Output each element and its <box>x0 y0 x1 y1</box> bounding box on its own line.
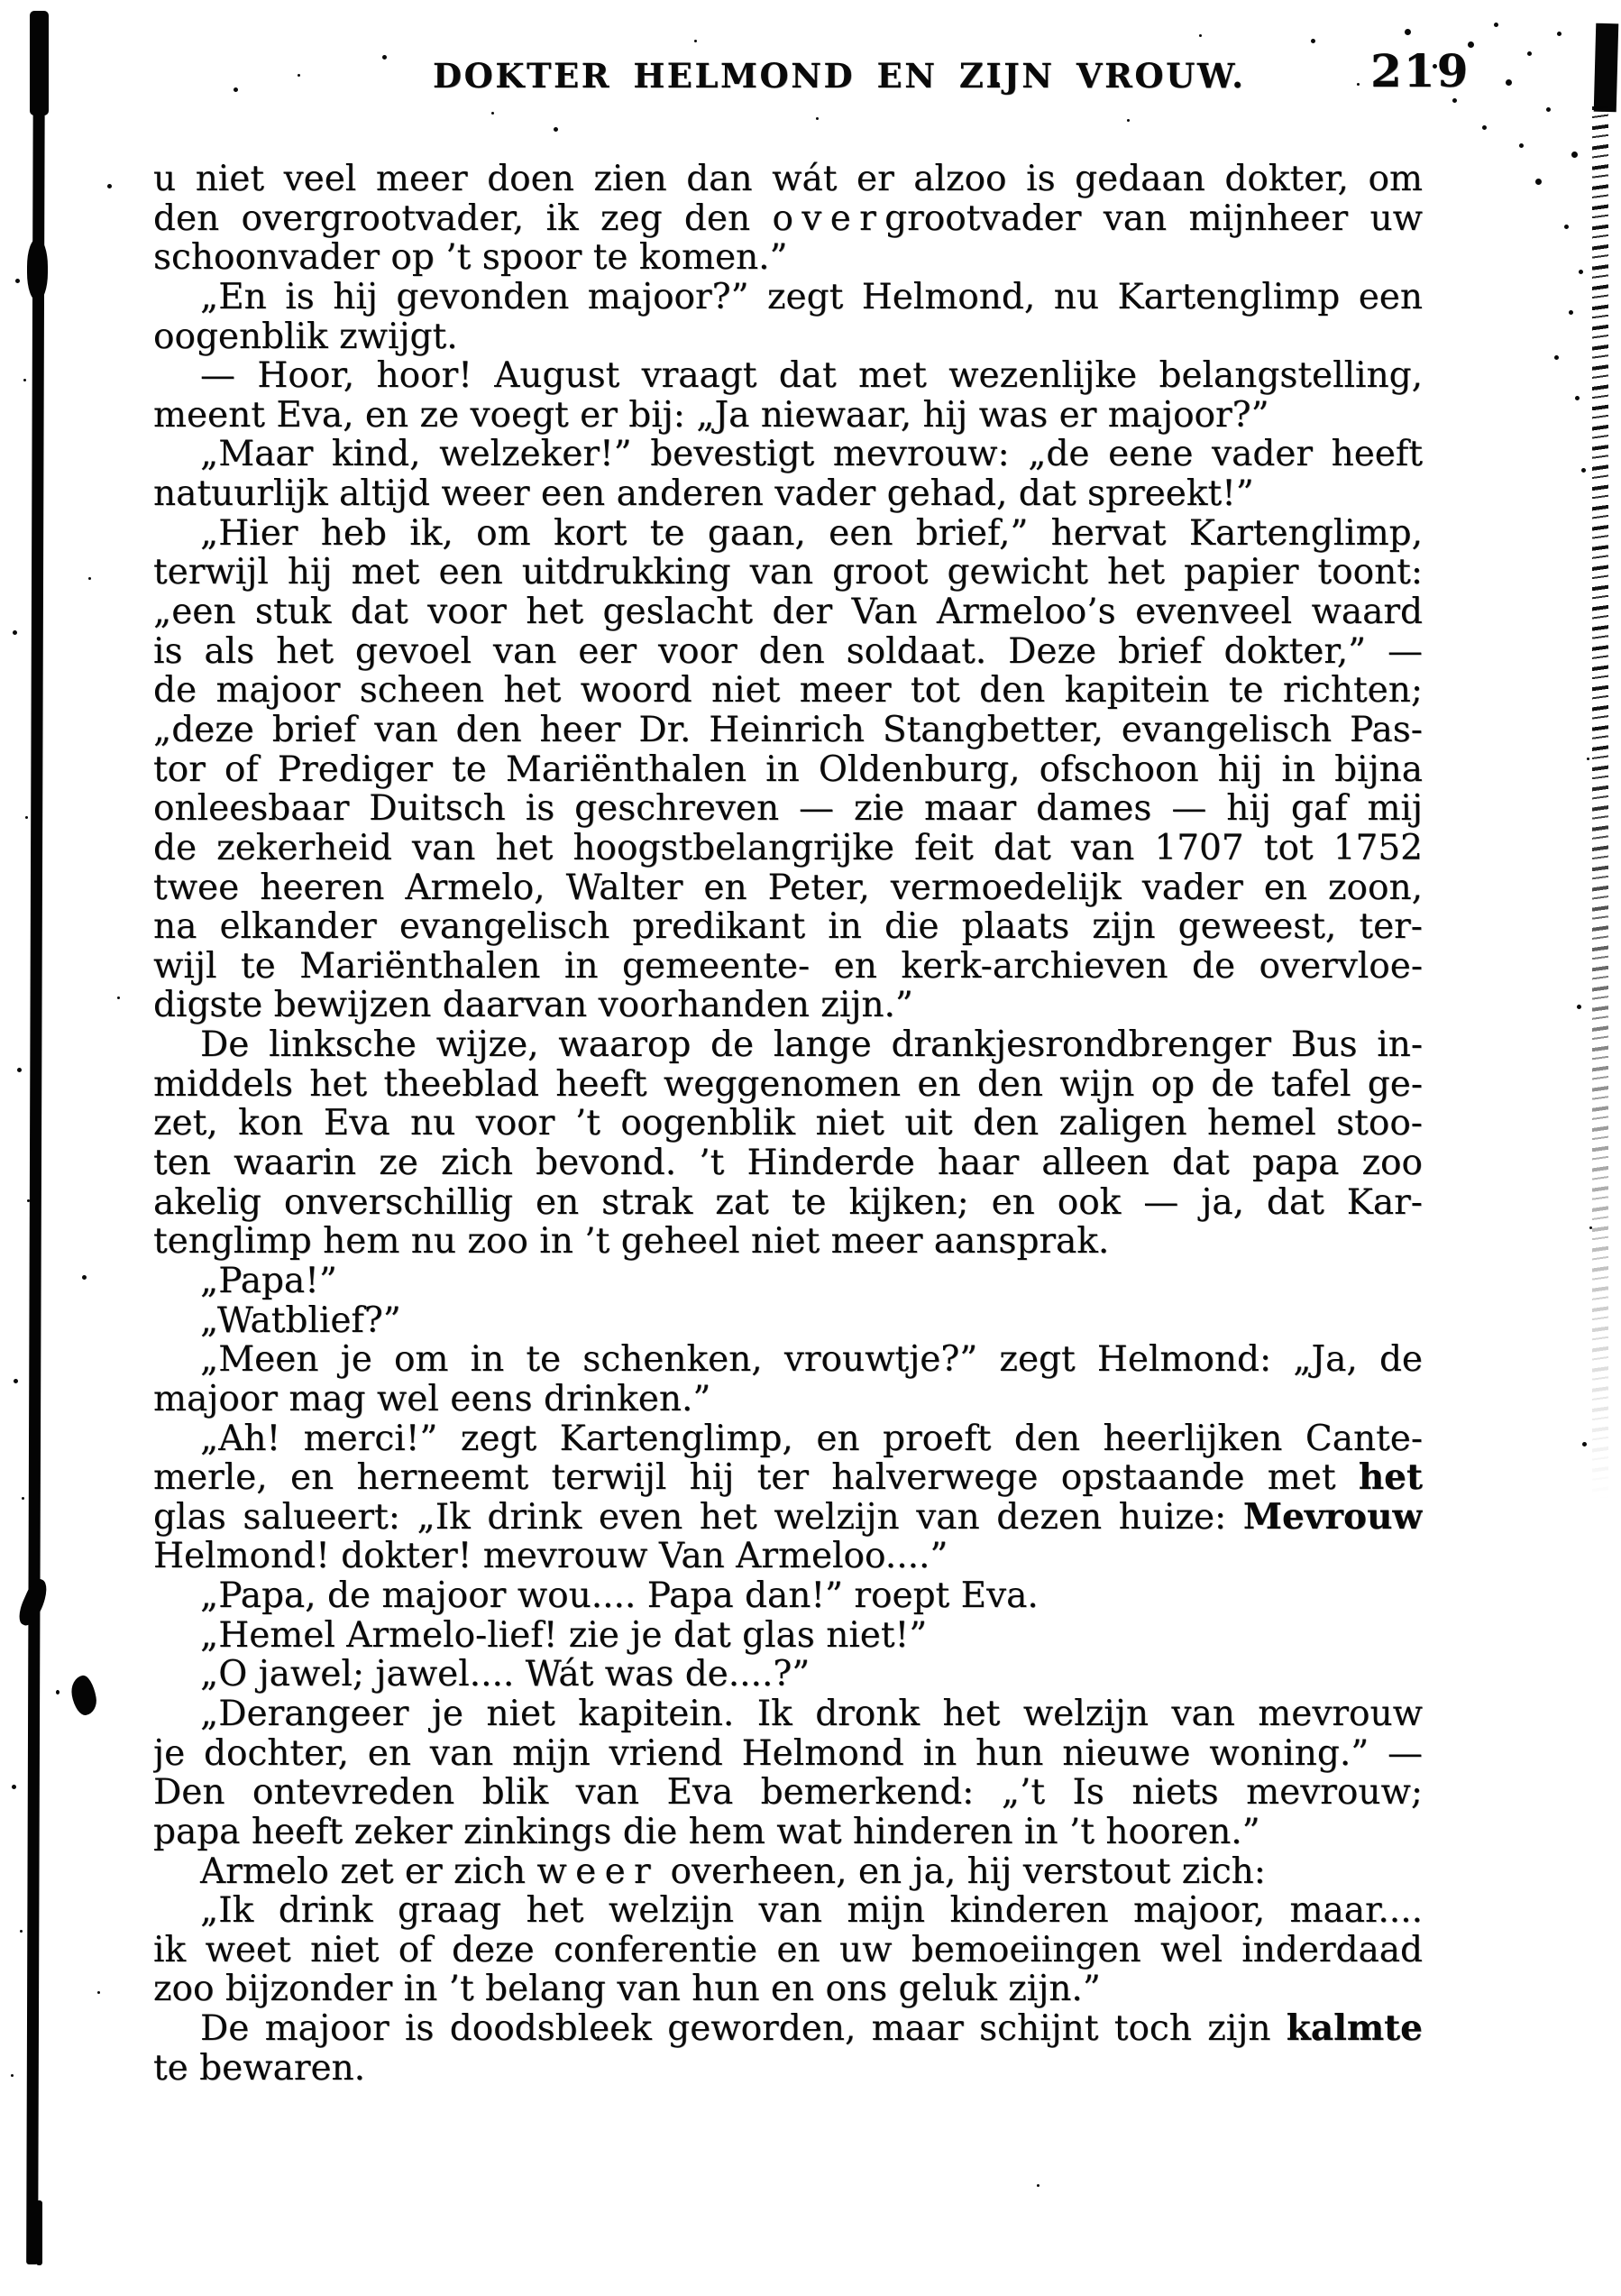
text-line <box>153 1380 1423 1419</box>
text-line <box>153 1694 1423 1734</box>
text-line <box>153 553 1423 592</box>
text-segment: je dochter, en van mijn vriend Helmond in hun nieuwe woning.” — <box>153 1733 1423 1774</box>
text-segment: akelig onverschillig en strak zat te kijken; en ook — ja, dat Kar- <box>153 1182 1423 1223</box>
text-segment: is als het gevoel van eer voor den soldaat. Deze brief dokter,” — <box>153 631 1423 672</box>
text-segment: ten waarin ze zich bevond. ’t Hinderde haar alleen dat papa zoo <box>153 1143 1423 1183</box>
text-line <box>153 789 1423 829</box>
text-segment: te bewaren. <box>153 2048 366 2089</box>
binding-edge-bump <box>27 239 48 300</box>
text-segment: grootvader van mijnheer uw <box>884 198 1423 239</box>
text-line <box>153 1340 1423 1380</box>
text-line <box>153 1891 1423 1931</box>
text-segment: over <box>772 198 885 239</box>
text-segment: tenglimp hem nu zoo in ’t geheel niet meer aansprak. <box>153 1222 1110 1262</box>
text-line <box>153 1143 1423 1183</box>
text-segment: „Ah! merci!” zegt Kartenglimp, en proeft den heerlijken Cante- <box>200 1419 1423 1459</box>
text-segment: overheen, en ja, hij verstout zich: <box>659 1851 1266 1892</box>
page-number: 219 <box>1370 44 1470 97</box>
text-line <box>153 1773 1423 1813</box>
text-segment: „Hemel Armelo-lief! zie je dat glas niet!” <box>200 1615 928 1656</box>
ink-blot <box>69 1674 98 1717</box>
text-line <box>153 829 1423 868</box>
text-segment: „Ik drink graag het welzijn van mijn kinderen majoor, maar.... <box>200 1891 1423 1931</box>
text-line <box>153 356 1423 396</box>
text-line <box>153 1025 1423 1065</box>
text-line <box>153 1301 1423 1341</box>
text-line <box>153 514 1423 554</box>
text-segment: oogenblik zwijgt. <box>153 317 458 357</box>
text-segment: natuurlijk altijd weer een anderen vader gehad, dat spreekt!” <box>153 474 1254 514</box>
text-segment: papa heeft zeker zinkings die hem wat hinderen in ’t hooren.” <box>153 1812 1260 1852</box>
text-segment: onleesbaar Duitsch is geschreven — zie maar dames — hij gaf mij <box>153 789 1423 829</box>
binding-edge-tail <box>36 2200 42 2265</box>
text-line <box>153 1734 1423 1774</box>
text-line <box>153 1222 1423 1262</box>
text-segment: Den ontevreden blik van Eva bemerkend: „’t Is niets mevrouw; <box>153 1773 1423 1813</box>
text-segment: u niet veel meer doen zien dan wát er alzoo is gedaan dokter, om <box>153 160 1423 199</box>
text-line <box>153 2049 1423 2089</box>
text-line <box>153 986 1423 1025</box>
text-line <box>153 317 1423 357</box>
text-segment: „En is hij gevonden majoor?” zegt Helmond, nu Kartenglimp een <box>200 277 1423 317</box>
right-edge-noise-cap <box>1594 23 1619 113</box>
text-line <box>153 671 1423 711</box>
binding-edge <box>26 12 45 2264</box>
running-header-title: DOKTER HELMOND EN ZIJN VROUW. <box>433 56 1246 96</box>
text-line <box>153 1931 1423 1970</box>
body-text <box>153 160 1423 2088</box>
text-segment: glas salueert: „Ik drink even het welzijn van dezen huize: <box>153 1497 1243 1538</box>
text-segment: merle, en herneemt terwijl hij ter halverwege opstaande met <box>153 1458 1359 1498</box>
text-segment: den overgrootvader, ik zeg den <box>153 198 773 239</box>
text-line <box>153 1813 1423 1852</box>
text-segment: ik weet niet of deze conferentie en uw bemoeiingen wel inderdaad <box>153 1930 1423 1970</box>
ink-blot-satellite <box>56 1690 60 1694</box>
text-line <box>153 1183 1423 1223</box>
binding-edge-top <box>30 11 49 115</box>
text-line <box>153 1970 1423 2009</box>
text-segment: majoor mag wel eens drinken.” <box>153 1379 711 1419</box>
text-line <box>153 2009 1423 2049</box>
text-segment: „een stuk dat voor het geslacht der Van Armeloo’s evenveel waard <box>153 592 1423 632</box>
text-segment: middels het theeblad heeft weggenomen en den wijn op de tafel ge- <box>153 1064 1423 1105</box>
text-line <box>153 947 1423 987</box>
text-segment: Armelo zet er zich <box>200 1851 537 1892</box>
text-segment: terwijl hij met een uitdrukking van groot gewicht het papier toont: <box>153 553 1423 593</box>
text-line <box>153 1262 1423 1301</box>
text-line <box>153 435 1423 474</box>
text-line <box>153 160 1423 199</box>
text-line <box>153 868 1423 908</box>
text-segment: de majoor scheen het woord niet meer tot den kapitein te richten; <box>153 671 1423 711</box>
text-segment: „O jawel; jawel.... Wát was de....?” <box>200 1655 810 1694</box>
text-line <box>153 1498 1423 1538</box>
text-segment: „Hier heb ik, om kort te gaan, een brief,” hervat Kartenglimp, <box>200 513 1423 554</box>
text-line <box>153 592 1423 632</box>
text-segment: „Papa!” <box>200 1261 337 1301</box>
text-segment: „Papa, de majoor wou.... Papa dan!” roept Eva. <box>200 1576 1039 1616</box>
text-segment: zoo bijzonder in ’t belang van hun en ons geluk zijn.” <box>153 1970 1101 2010</box>
text-segment: „Maar kind, welzeker!” bevestigt mevrouw: „de eene vader heeft <box>200 435 1423 475</box>
text-segment: Mevrouw <box>1242 1497 1423 1538</box>
text-line <box>153 278 1423 317</box>
text-line <box>153 1616 1423 1656</box>
text-segment: twee heeren Armelo, Walter en Peter, vermoedelijk vader en zoon, <box>153 868 1423 908</box>
text-segment: „Watblief?” <box>200 1300 401 1341</box>
text-line <box>153 474 1423 514</box>
text-segment: „Meen je om in te schenken, vrouwtje?” zegt Helmond: „Ja, de <box>200 1340 1423 1380</box>
text-segment: het <box>1358 1458 1423 1498</box>
text-segment: de zekerheid van het hoogstbelangrijke feit dat van 1707 tot 1752 <box>153 828 1423 868</box>
text-segment: — Hoor, hoor! August vraagt dat met wezenlijke belangstelling, <box>200 356 1423 396</box>
right-edge-noise <box>1592 106 1608 1500</box>
text-segment: meent Eva, en ze voegt er bij: „Ja niewaar, hij was er majoor?” <box>153 395 1269 436</box>
text-segment: na elkander evangelisch predikant in die plaats zijn geweest, ter- <box>153 907 1423 947</box>
text-segment: „deze brief van den heer Dr. Heinrich Stangbetter, evangelisch Pas- <box>153 710 1423 750</box>
text-segment: tor of Prediger te Mariënthalen in Oldenburg, ofschoon hij in bijna <box>153 749 1423 790</box>
text-line <box>153 1576 1423 1616</box>
text-segment: De linksche wijze, waarop de lange drankjesrondbrenger Bus in- <box>200 1025 1423 1065</box>
text-line <box>153 1537 1423 1576</box>
text-segment: Helmond! dokter! mevrouw Van Armeloo....” <box>153 1537 948 1577</box>
text-line <box>153 632 1423 672</box>
text-line <box>153 907 1423 947</box>
text-line <box>153 711 1423 750</box>
text-segment: wijl te Mariënthalen in gemeente- en kerk-archieven de overvloe- <box>153 946 1423 987</box>
text-line <box>153 1655 1423 1694</box>
text-line <box>153 1458 1423 1498</box>
text-line <box>153 1419 1423 1459</box>
text-segment: zet, kon Eva nu voor ’t oogenblik niet uit den zaligen hemel stoo- <box>153 1104 1423 1144</box>
text-segment: „Derangeer je niet kapitein. Ik dronk het welzijn van mevrouw <box>200 1694 1423 1734</box>
text-line <box>153 750 1423 790</box>
binding-edge-kink <box>14 1576 52 1629</box>
text-line <box>153 1104 1423 1143</box>
scan-speckles <box>0 0 3 3</box>
text-segment: weer <box>536 1851 660 1892</box>
text-line <box>153 396 1423 436</box>
text-line <box>153 1065 1423 1105</box>
text-line <box>153 199 1423 239</box>
text-segment: De majoor is doodsbleek geworden, maar schijnt toch zijn <box>200 2009 1287 2049</box>
text-segment: schoonvader op ’t spoor te komen.” <box>153 238 788 278</box>
text-segment: kalmte <box>1286 2009 1423 2049</box>
text-line <box>153 1852 1423 1892</box>
text-line <box>153 238 1423 278</box>
text-segment: digste bewijzen daarvan voorhanden zijn.” <box>153 986 913 1026</box>
